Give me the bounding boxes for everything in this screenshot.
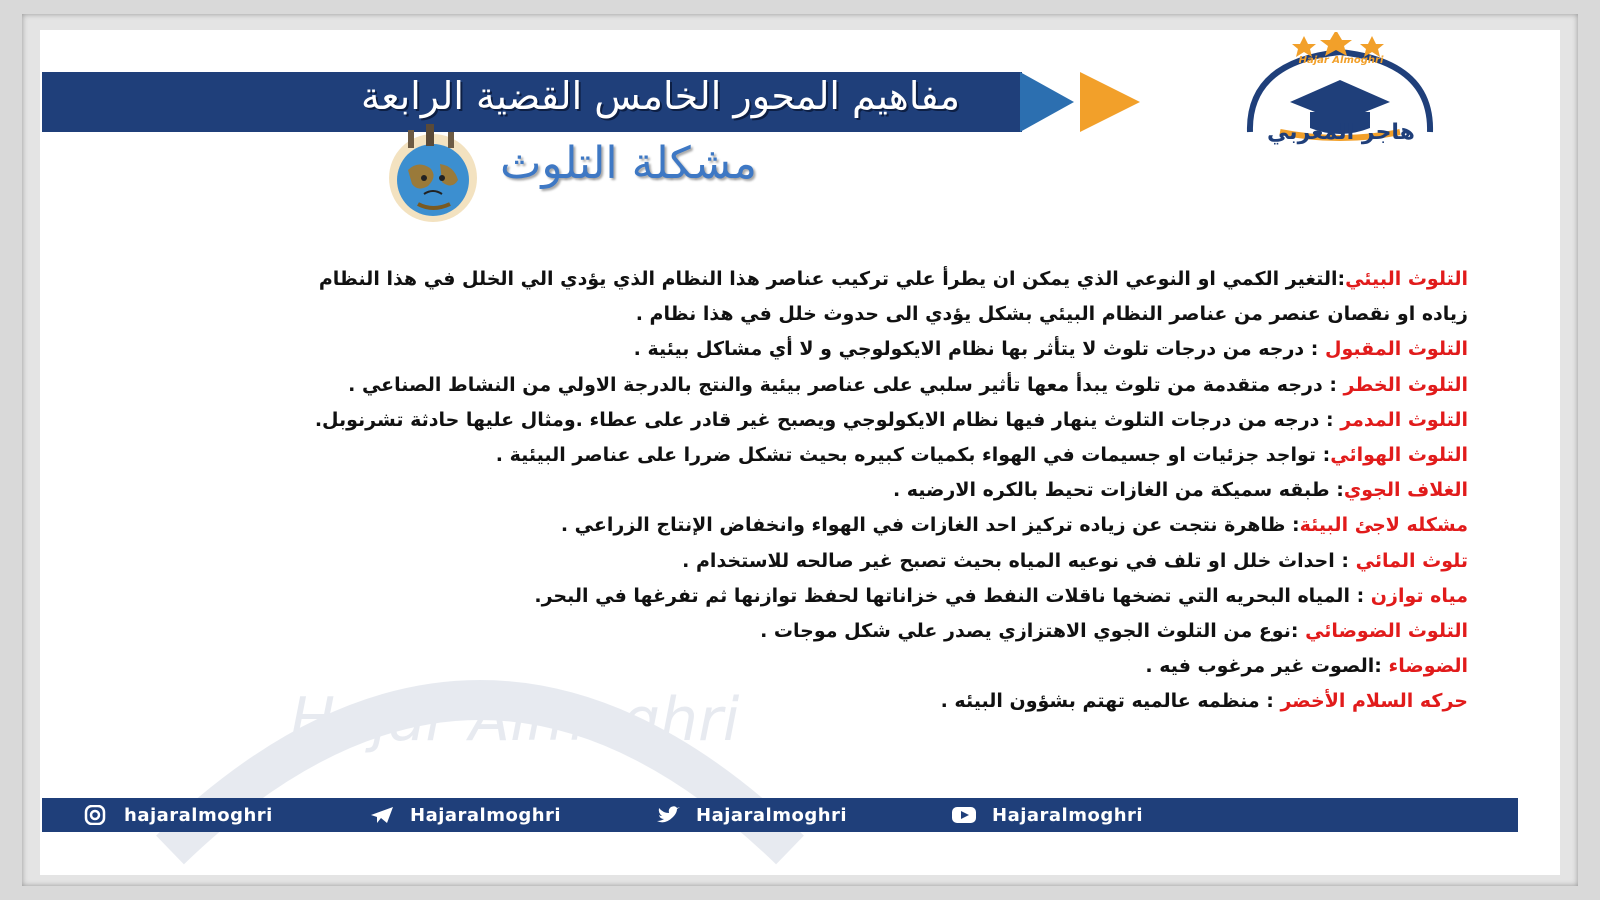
definition-term: التلوث المدمر (1340, 408, 1468, 431)
definition-line (240, 614, 1468, 649)
definition-text: : ظاهرة نتجت عن زياده تركيز احد الغازات في الهواء وانخفاض الإنتاج الزراعي . (560, 514, 1300, 537)
definition-text: : احداث خلل او تلف في نوعيه المياه بحيث تصبح غير صالحه للاستخدام . (682, 549, 1356, 572)
definitions-list (240, 262, 1468, 719)
twitter-link[interactable] (654, 798, 847, 832)
instagram-link[interactable] (82, 798, 273, 832)
definition-term: التلوث الضوضائي (1305, 619, 1468, 642)
definition-line (240, 262, 1468, 297)
definition-term: الضوضاء (1388, 655, 1468, 678)
definition-term: التلوث الهوائي (1330, 443, 1468, 466)
definition-line (240, 544, 1468, 579)
logo-latin-text: Hajar Almoghri (1298, 55, 1384, 66)
definition-term: حركه السلام الأخضر (1280, 690, 1468, 713)
definition-text: : طبقه سميكة من الغازات تحيط بالكره الارضيه . (892, 479, 1344, 502)
youtube-icon (950, 804, 978, 826)
definition-term: التلوث المقبول (1325, 338, 1468, 361)
definition-term: الغلاف الجوي (1343, 479, 1468, 502)
definition-text: : درجه من درجات التلوث ينهار فيها نظام الايكولوجي ويصبح غير قادر على عطاء .ومثال عليها حادثة تشرنوبل. (314, 408, 1341, 431)
twitter-handle: Hajaralmoghri (696, 804, 848, 826)
youtube-link[interactable] (950, 798, 1143, 832)
twitter-icon (654, 804, 682, 826)
definition-line (240, 332, 1468, 367)
definition-line (240, 473, 1468, 508)
definition-text: : تواجد جزئيات او جسيمات في الهواء بكميات كبيره بحيث تشكل ضررا على عناصر البيئية . (495, 443, 1331, 466)
instagram-icon (82, 804, 110, 826)
definition-line (240, 368, 1468, 403)
polluted-globe-icon (378, 120, 488, 230)
definition-line (240, 684, 1468, 719)
definition-term: مياه توازن (1370, 584, 1468, 607)
telegram-link[interactable] (368, 798, 561, 832)
definition-line (240, 508, 1468, 543)
definition-text: : منظمه عالميه تهتم بشؤون البيئه . (940, 690, 1281, 713)
definition-line (240, 579, 1468, 614)
definition-line (240, 297, 1468, 332)
definition-term: تلوث المائي (1355, 549, 1468, 572)
definition-text: :التغير الكمي او النوعي الذي يمكن ان يطرأ علي تركيب عناصر هذا النظام الذي يؤدي الي الخلل في هذا النظام (318, 268, 1346, 290)
definition-text: : درجه من درجات تلوث لا يتأثر بها نظام الايكولوجي و لا أي مشاكل بيئية . (633, 338, 1325, 361)
svg-text:Hajar Almoghri: Hajar Almoghri (290, 685, 740, 755)
definition-text: : درجه متقدمة من تلوث يبدأ معها تأثير سلبي على عناصر بيئية والنتج بالدرجة الاولي من النشاط الصناعي . (348, 373, 1344, 396)
footer-bar (42, 798, 1518, 832)
definition-line (240, 649, 1468, 684)
youtube-handle: Hajaralmoghri (992, 804, 1144, 826)
page-title: مفاهيم المحور الخامس القضية الرابعة (360, 74, 960, 118)
definition-term: مشكله لاجئ البيئة (1299, 514, 1468, 537)
header-arrow-orange (1080, 72, 1140, 132)
header-arrow-blue (1020, 72, 1074, 132)
definition-line (240, 403, 1468, 438)
logo-arabic-text: هاجر المغربي (1267, 120, 1415, 145)
slide (40, 30, 1560, 875)
definition-line (240, 438, 1468, 473)
definition-term: التلوث البيئي (1345, 268, 1468, 290)
telegram-handle: Hajaralmoghri (410, 804, 562, 826)
definition-text: :الصوت غير مرغوب فيه . (1145, 655, 1389, 678)
telegram-icon (368, 804, 396, 826)
page-subtitle: مشكلة التلوث (500, 138, 757, 189)
definition-term: التلوث الخطر (1343, 373, 1468, 396)
definition-text: : المياه البحريه التي تضخها ناقلات النفط في خزاناتها لحفظ توازنها ثم تفرغها في البحر. (534, 584, 1371, 607)
instagram-handle: hajaralmoghri (124, 804, 273, 826)
definition-text: :نوع من التلوث الجوي الاهتزازي يصدر علي شكل موجات . (760, 619, 1306, 642)
definition-text: زياده او نقصان عنصر من عناصر النظام البيئي بشكل يؤدي الى حدوث خلل في هذا نظام . (635, 303, 1468, 326)
